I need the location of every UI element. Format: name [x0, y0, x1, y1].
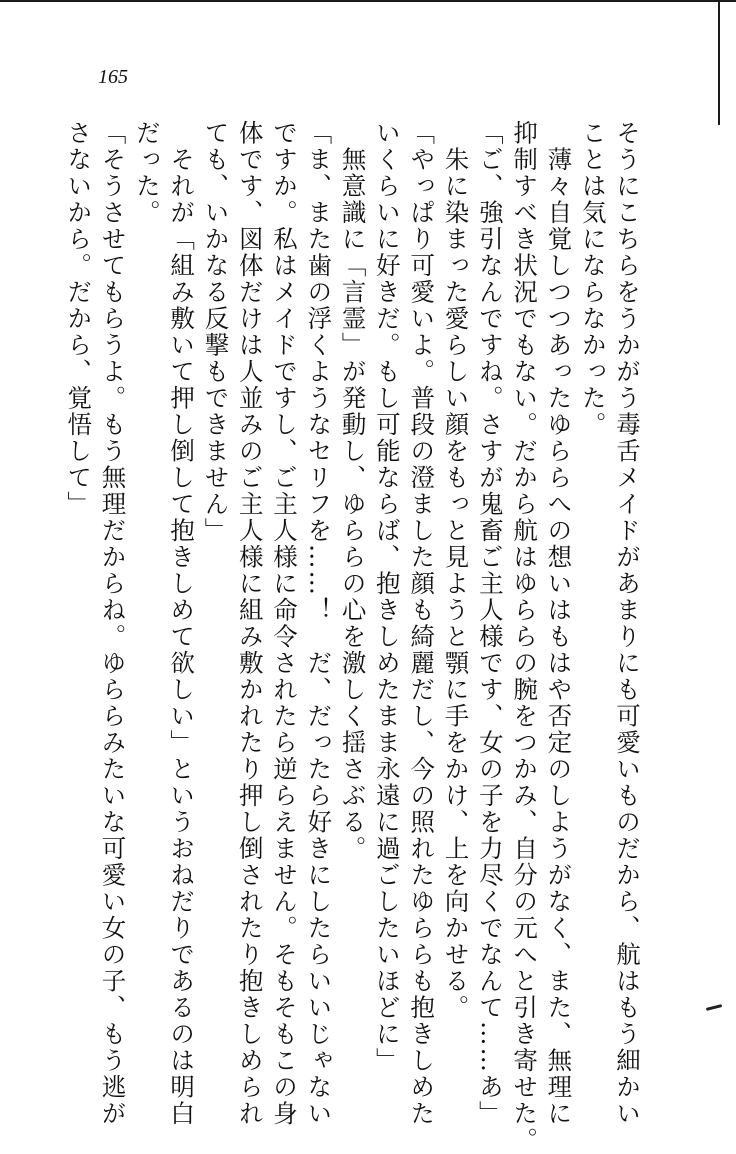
page-number: 165 — [98, 66, 128, 88]
scan-mark — [706, 1004, 722, 1011]
text-line: 無意識に「言霊」が発動し、ゆららの心を激しく揺さぶる。 — [338, 120, 368, 862]
text-line: さないから。だから、覚悟して」 — [64, 120, 94, 518]
text-line: 抑制すべき状況でもない。だから航はゆららの腕をつかみ、自分の元へと引き寄せた。 — [510, 120, 540, 1154]
text-line: 体です、図体だけは人並みのご主人様に組み敷かれたり押し倒されたり抱きしめられ — [235, 120, 265, 1127]
top-border-rule — [0, 0, 736, 2]
text-line: それが「組み敷いて押し倒して抱きしめて欲しい」というおねだりであるのは明白 — [167, 120, 197, 1127]
text-line: ですか。私はメイドですし、ご主人様に命令されたら逆らえません。そもそもこの身 — [270, 120, 300, 1127]
text-line: 「ご、強引なんですね。さすが鬼畜ご主人様です、女の子を力尽くでなんて……あ」 — [475, 120, 505, 1127]
text-line: 薄々自覚しつつあったゆららへの想いはもはや否定のしようがなく、また、無理に — [544, 120, 574, 1127]
text-line: ことは気にならなかった。 — [578, 120, 608, 438]
right-border-rule — [718, 0, 720, 125]
text-line: そうにこちらをうかがう毒舌メイドがあまりにも可愛いものだから、航はもう細かい — [613, 120, 642, 1127]
body-text — [64, 120, 644, 1154]
text-line: いくらいに好きだ。もし可能ならば、抱きしめたまま永遠に過ごしたいほどに」 — [372, 120, 402, 1074]
text-line: 朱に染まった愛らしい顔をもっと見ようと顎に手をかけ、上を向かせる。 — [441, 120, 471, 1021]
text-line: 「そうさせてもらうよ。もう無理だからね。ゆららみたいな可愛い女の子、もう逃が — [98, 120, 128, 1127]
text-line: だった。 — [132, 120, 162, 226]
text-line: 「ま、また歯の浮くようなセリフを……！ だ、だったら好きにしたらいいじゃない — [304, 120, 334, 1127]
text-line: ても、いかなる反撃もできません」 — [201, 120, 231, 544]
text-line: 「やっぱり可愛いよ。普段の澄ました顔も綺麗だし、今の照れたゆららも抱きしめた — [407, 120, 437, 1127]
